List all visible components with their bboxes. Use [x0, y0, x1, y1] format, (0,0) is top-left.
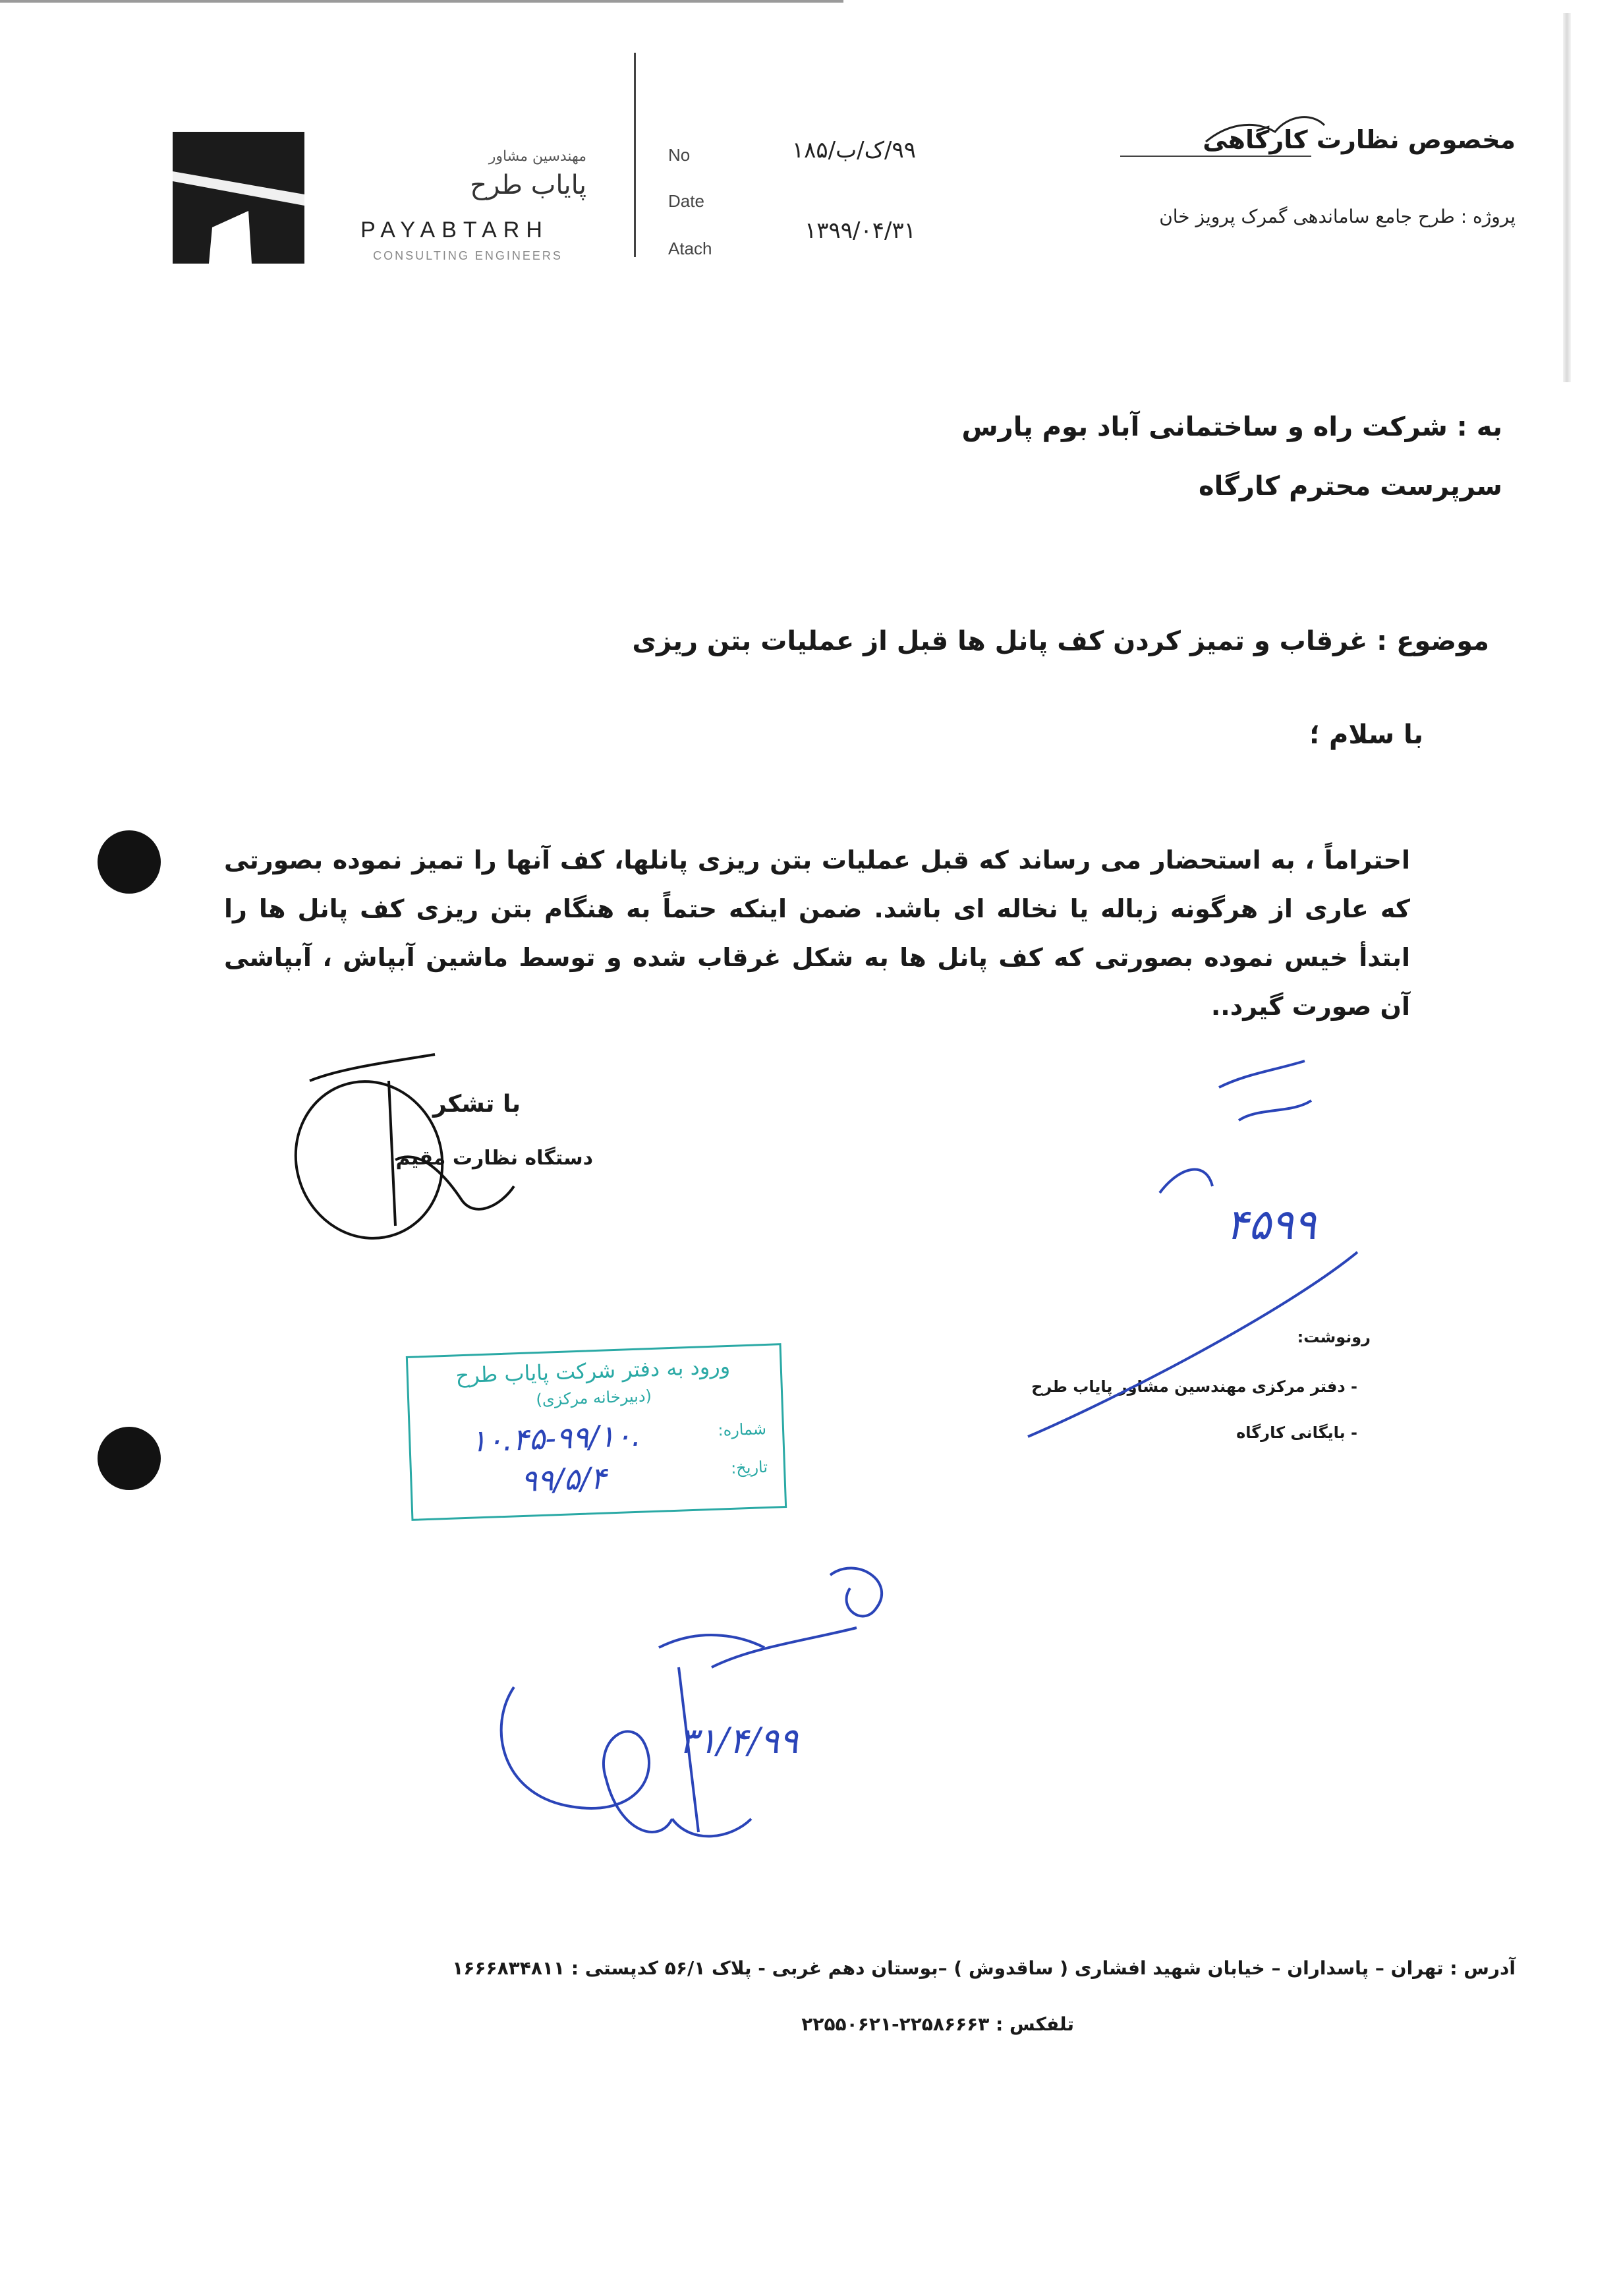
- blue-note-number: ۴۵۹۹: [1226, 1201, 1317, 1249]
- letter-date: ۱۳۹۹/۰۴/۳۱: [804, 217, 916, 244]
- attachment-label: Atach: [668, 239, 712, 258]
- letter-number: ۹۹/ک/ب/۱۸۵: [791, 137, 916, 163]
- stamp-date-value: ۹۹/۵/۴: [520, 1460, 608, 1499]
- project-title: پروژه : طرح جامع ساماندهی گمرک پرویز خان: [1159, 206, 1516, 227]
- letter-body: احتراماً ، به استحضار می رساند که قبل عملیات بتن ریزی پانلها، کف آنها را تمیز نموده بصورتی که عاری از هرگونه زباله یا نخاله ای باشد. ضمن اینکه حتماً به هنگام بتن ریزی کف پانل ها را ابتدأ خیس نموده بصورتی که کف پانل ها به شکل غرقاب شده و توسط ماشین آبپاش ، آبپاشی آن صورت گیرد..: [224, 846, 1410, 1021]
- blue-signature-bottom: [501, 1568, 882, 1837]
- recipient-title: سرپرست محترم کارگاه: [1199, 471, 1502, 502]
- firm-name-persian: پایاب طرح: [470, 170, 586, 200]
- header-title: مخصوص نظارت کارگاهی: [1203, 125, 1516, 154]
- punch-hole: [98, 830, 161, 894]
- letterhead-divider: [634, 53, 636, 257]
- cc-item: - بایگانی کارگاه: [1236, 1423, 1357, 1442]
- closing-thanks: با تشکر: [432, 1091, 521, 1118]
- punch-hole: [98, 1427, 161, 1490]
- stamp-number-label: شماره:: [717, 1420, 767, 1440]
- firm-name-english: PAYABTARH: [360, 217, 549, 243]
- logo-mark-icon: [173, 132, 304, 264]
- company-logo: [173, 132, 304, 264]
- cc-label: رونوشت:: [1297, 1328, 1371, 1346]
- stamp-number-value: ۱۰.۴۵-۹۹/۱۰.: [469, 1417, 642, 1459]
- firm-type-english: CONSULTING ENGINEERS: [373, 249, 563, 262]
- header-underline: [1120, 156, 1311, 157]
- stamp-date-label: تاریخ:: [730, 1457, 768, 1478]
- cc-item: - دفتر مرکزی مهندسین مشاور پایاب طرح: [1031, 1377, 1357, 1396]
- greeting: با سلام ؛: [1309, 720, 1423, 750]
- receipt-stamp: [406, 1343, 787, 1521]
- scan-edge: [0, 0, 843, 3]
- closing-department: دستگاه نظارت مقیم: [395, 1147, 593, 1170]
- stamp-subtitle: (دبیرخانه مرکزی): [536, 1387, 652, 1410]
- letter-subject: موضوع : غرقاب و تمیز کردن کف پانل ها قبل از عملیات بتن ریزی: [632, 626, 1489, 656]
- recipient-company: به : شرکت راه و ساختمانی آباد بوم پارس: [961, 412, 1502, 442]
- scan-shadow: [1563, 13, 1571, 382]
- firm-type-persian: مهندسین مشاور: [488, 148, 586, 165]
- stamp-title: ورود به دفتر شرکت پایاب طرح: [455, 1353, 731, 1389]
- blue-signature-date: ۳۱/۴/۹۹: [679, 1720, 799, 1762]
- number-label: No: [668, 145, 691, 165]
- footer-telfax: تلفکس : ۲۲۵۸۶۶۶۳-۲۲۵۵۰۶۲۱: [801, 2013, 1074, 2035]
- date-label: Date: [668, 191, 704, 211]
- footer-address: آدرس : تهران – پاسداران – خیابان شهید افشاری ( ساقدوش ) –بوستان دهم غربی - پلاک ۵۶/۱ کدپستی : ۱۶۶۶۸۳۴۸۱۱: [452, 1957, 1516, 1979]
